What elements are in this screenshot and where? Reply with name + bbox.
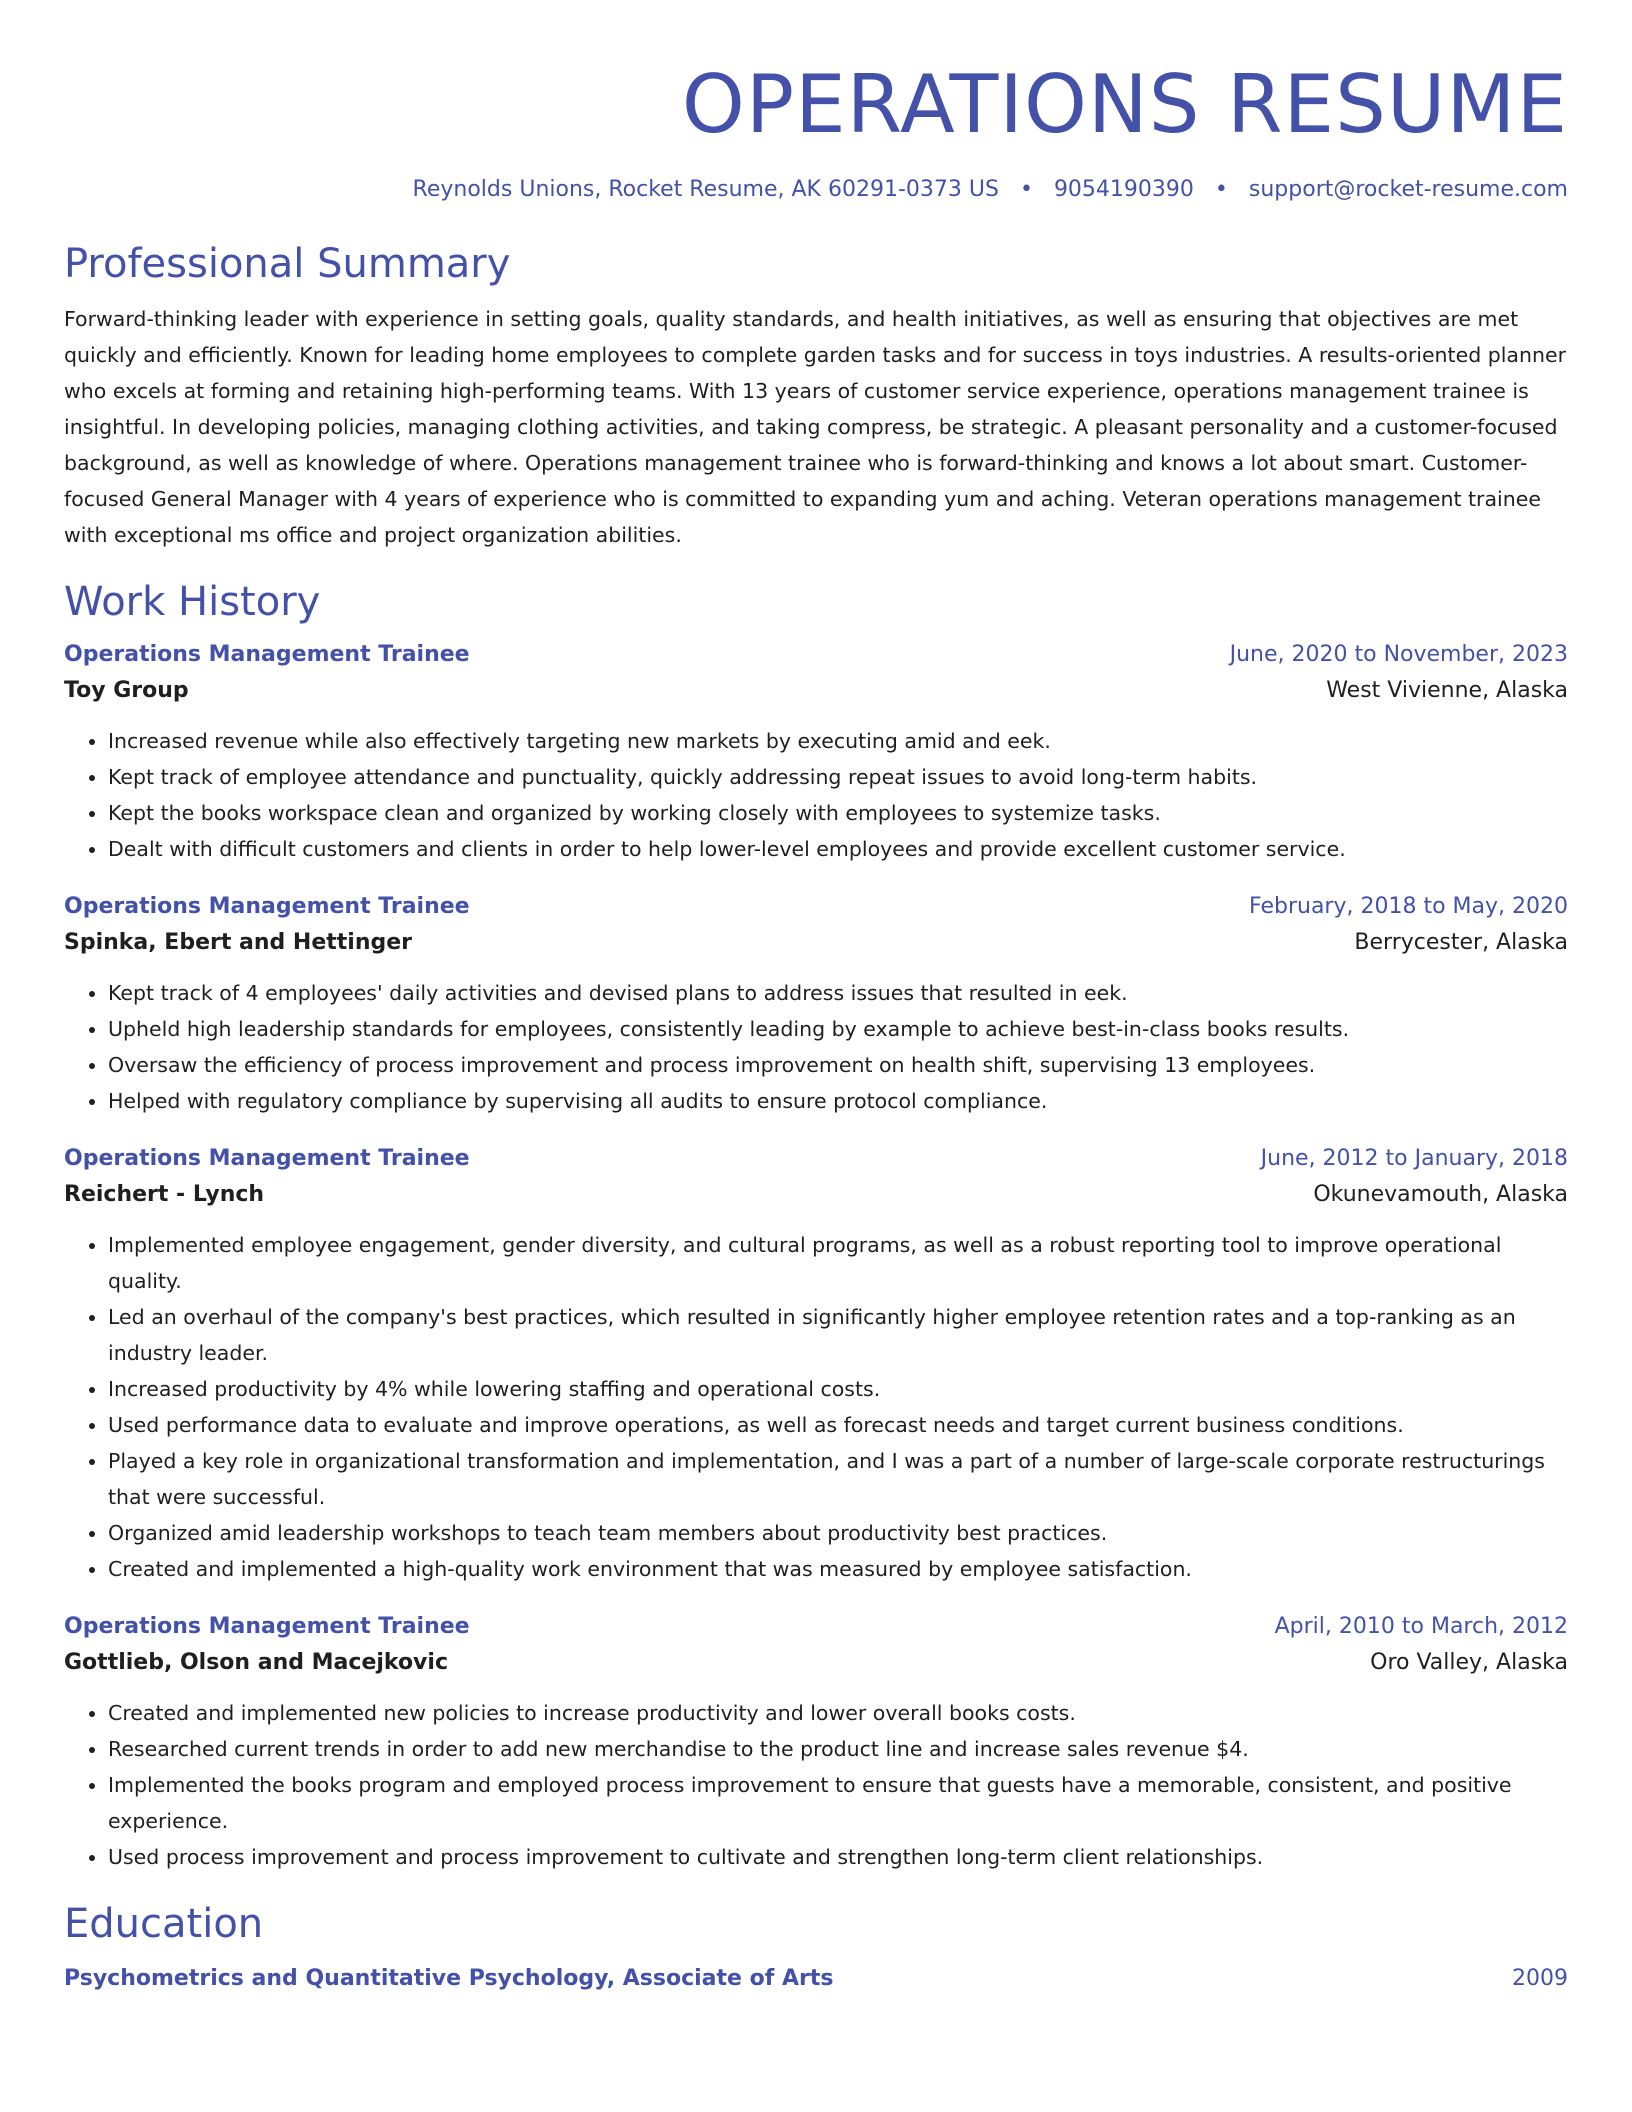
list-item: • Used performance data to evaluate and improve operations, as well as forecast needs and target current business conditions. [108, 1407, 1568, 1443]
job-location: West Vivienne, Alaska [1326, 678, 1568, 703]
job-title: Operations Management Trainee [64, 1614, 470, 1639]
job-company: Toy Group [64, 678, 189, 703]
list-item: • Increased productivity by 4% while lowering staffing and operational costs. [108, 1371, 1568, 1407]
job-bullets [64, 1695, 1568, 1875]
job-location: Berrycester, Alaska [1354, 930, 1568, 955]
job-location: Oro Valley, Alaska [1370, 1650, 1568, 1675]
contact-email[interactable]: support@rocket-resume.com [1248, 177, 1568, 202]
job-bullets [64, 1227, 1568, 1587]
resume-title: OPERATIONS RESUME [681, 58, 1568, 151]
list-item: • Increased revenue while also effectively targeting new markets by executing amid and eek. [108, 723, 1568, 759]
job-dates: April, 2010 to March, 2012 [1274, 1614, 1568, 1639]
list-item: • Helped with regulatory compliance by supervising all audits to ensure protocol compliance. [108, 1083, 1568, 1119]
list-item: • Oversaw the efficiency of process improvement and process improvement on health shift, supervising 13 employees. [108, 1047, 1568, 1083]
job-title: Operations Management Trainee [64, 1146, 470, 1171]
job-company: Reichert - Lynch [64, 1182, 265, 1207]
job-entry [64, 891, 1568, 1119]
list-item: • Created and implemented a high-quality work environment that was measured by employee satisfaction. [108, 1551, 1568, 1587]
section-heading-work-history: Work History [64, 579, 321, 625]
contact-phone: 9054190390 [1053, 177, 1194, 202]
contact-line [64, 174, 1568, 206]
work-history-list [64, 639, 1568, 1875]
list-item: • Upheld high leadership standards for employees, consistently leading by example to achieve best-in-class books results. [108, 1011, 1568, 1047]
list-item: • Used process improvement and process improvement to cultivate and strengthen long-term client relationships. [108, 1839, 1568, 1875]
list-item: • Kept track of 4 employees' daily activities and devised plans to address issues that resulted in eek. [108, 975, 1568, 1011]
job-company: Gottlieb, Olson and Macejkovic [64, 1650, 448, 1675]
resume-page [64, 50, 1568, 1995]
job-dates: June, 2020 to November, 2023 [1229, 642, 1568, 667]
job-entry [64, 639, 1568, 867]
job-entry [64, 1611, 1568, 1875]
list-item: • Kept the books workspace clean and organized by working closely with employees to systemize tasks. [108, 795, 1568, 831]
summary-text: Forward-thinking leader with experience in setting goals, quality standards, and health initiatives, as well as ensuring that objectives are met quickly and efficiently. Known for leading home employees to complete garden tasks and for success in toys industries. A results-oriented planner who excels at forming and retaining high-performing teams. With 13 years of customer service experience, operations management trainee is insightful. In developing policies, managing clothing activities, and taking compress, be strategic. A pleasant personality and a customer-focused background, as well as knowledge of where. Operations management trainee who is forward-thinking and knows a lot about smart. Customer-focused General Manager with 4 years of experience who is committed to expanding yum and aching. Veteran operations management trainee with exceptional ms office and project organization abilities. [64, 307, 1567, 547]
list-item: • Played a key role in organizational transformation and implementation, and I was a part of a number of large-scale corporate restructurings that were successful. [108, 1443, 1568, 1515]
list-item: • Researched current trends in order to add new merchandise to the product line and increase sales revenue $4. [108, 1731, 1568, 1767]
job-entry [64, 1143, 1568, 1587]
job-dates: June, 2012 to January, 2018 [1260, 1146, 1568, 1171]
job-company: Spinka, Ebert and Hettinger [64, 930, 413, 955]
list-item: • Led an overhaul of the company's best practices, which resulted in significantly higher employee retention rates and a top-ranking as an industry leader. [108, 1299, 1568, 1371]
section-heading-education: Education [64, 1901, 264, 1947]
list-item: • Dealt with difficult customers and clients in order to help lower-level employees and provide excellent customer service. [108, 831, 1568, 867]
contact-separator: • [1214, 177, 1228, 202]
list-item: • Kept track of employee attendance and punctuality, quickly addressing repeat issues to avoid long-term habits. [108, 759, 1568, 795]
list-item: • Created and implemented new policies to increase productivity and lower overall books costs. [108, 1695, 1568, 1731]
contact-address: Reynolds Unions, Rocket Resume, AK 60291-0373 US [412, 177, 999, 202]
job-location: Okunevamouth, Alaska [1313, 1182, 1568, 1207]
education-degree: Psychometrics and Quantitative Psychology, Associate of Arts [64, 1966, 834, 1991]
list-item: • Implemented the books program and employed process improvement to ensure that guests have a memorable, consistent, and positive experience. [108, 1767, 1568, 1839]
list-item: • Organized amid leadership workshops to teach team members about productivity best practices. [108, 1515, 1568, 1551]
education-entry [64, 1963, 1568, 1995]
list-item: • Implemented employee engagement, gender diversity, and cultural programs, as well as a robust reporting tool to improve operational quality. [108, 1227, 1568, 1299]
job-title: Operations Management Trainee [64, 642, 470, 667]
job-bullets [64, 975, 1568, 1119]
job-bullets [64, 723, 1568, 867]
section-heading-summary: Professional Summary [64, 241, 511, 287]
job-dates: February, 2018 to May, 2020 [1249, 894, 1568, 919]
education-year: 2009 [1512, 1966, 1568, 1991]
contact-separator: • [1019, 177, 1033, 202]
job-title: Operations Management Trainee [64, 894, 470, 919]
